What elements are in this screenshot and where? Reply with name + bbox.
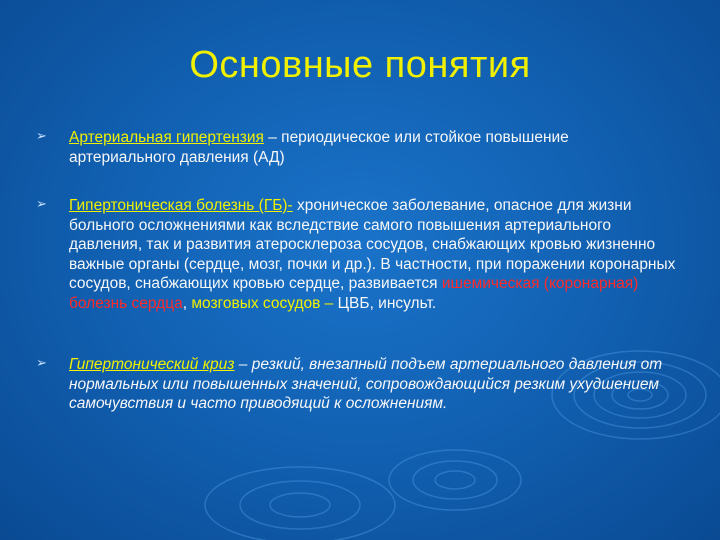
arrowhead-icon: ➢ <box>36 355 47 370</box>
term-hypertensive-disease: Гипертоническая болезнь (ГБ)- <box>69 197 293 214</box>
definition-text: – резкий, внезапный подъем артериального давления от нормальных или повышенных значений, сопровождающийся резким ухудшением самочувствия и часто приводящий к осложнениям. <box>69 356 663 412</box>
cerebral-vessels-text: мозговых сосудов – <box>191 294 334 312</box>
bullet-text <box>69 355 676 414</box>
definition-text: – периодическое или стойкое повышение артериального давления (АД) <box>69 129 569 166</box>
bullet-text <box>69 196 676 313</box>
bullet-hypertensive-crisis <box>36 355 676 414</box>
bullet-arterial-hypertension <box>36 128 676 167</box>
arrowhead-icon: ➢ <box>36 128 47 143</box>
term-arterial-hypertension: Артериальная гипертензия <box>69 129 264 146</box>
bullet-hypertensive-disease <box>36 196 676 313</box>
term-hypertensive-crisis: Гипертонический криз <box>69 356 235 373</box>
arrowhead-icon: ➢ <box>36 196 47 211</box>
comma-text: , <box>182 294 192 312</box>
bullet-text <box>69 128 676 167</box>
definition-text: хроническое заболевание, опасное для жизни больного осложнениями как вследствие самого повышения артериального давления, так и развития атеросклероза сосудов, снабжающих кровью жизненно важные органы (сердце, мозг, почки и др.). В частности, при поражении коронарных сосудов, снабжающих кровью сердце, развивается <box>69 197 676 292</box>
slide-title: Основные понятия <box>189 44 531 86</box>
ischemic-disease-text: ишемическая (коронарная) болезнь сердца <box>69 275 639 312</box>
end-text: ЦВБ, инсульт. <box>333 294 437 312</box>
